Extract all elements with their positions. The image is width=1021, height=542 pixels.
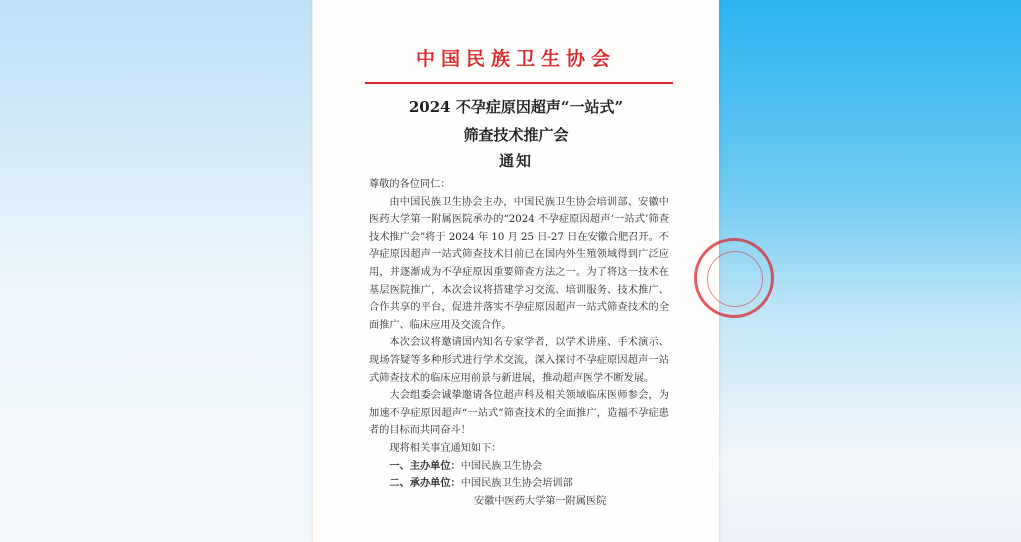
title-notice: 通知 [498, 152, 533, 170]
title-line-2: 筛查技术推广会 [463, 126, 569, 144]
title-line-1: 2024 不孕症原因超声“一站式” [408, 98, 624, 116]
notice-body [369, 176, 669, 510]
host-unit-label: 一、主办单位： [389, 459, 461, 472]
paragraph-1: 由中国民族卫生协会主办，中国民族卫生协会培训部、安徽中医药大学第一附属医院承办的“2024 不孕症原因超声‘一站式’筛查技术推广会”将于 2024 年 10 月 25 日-27 日在安徽合肥召开。不孕症原因超声一站式筛查技术目前已在国内外生殖领域得到广泛应用，并逐渐成为不孕症原因重要筛查方法之一。为了将这一技术在基层医院推广，本次会议将搭建学习交流、培训服务、技术推广、合作共享的平台，促进并落实不孕症原因超声一站式筛查技术的全面推广、临床应用及交流合作。 [369, 196, 669, 331]
organizer-unit-value: 中国民族卫生协会培训部 [460, 478, 573, 490]
organizer-unit-2: 安徽中医药大学第一附属医院 [474, 495, 607, 507]
header-divider [365, 82, 673, 84]
organizer-unit [369, 475, 669, 493]
document-page [313, 0, 719, 542]
paragraph-4: 现将相关事宜通知如下： [389, 442, 502, 454]
organizer-unit-label: 二、承办单位： [389, 477, 461, 490]
host-unit-value: 中国民族卫生协会 [460, 460, 543, 472]
paragraph-3: 大会组委会诚挚邀请各位超声科及相关领域临床医师参会，为加速不孕症原因超声“一站式”筛查技术的全面推广，造福不孕症患者的目标而共同奋斗！ [369, 390, 669, 437]
seal-inner-ring [707, 251, 763, 307]
background-left [0, 0, 312, 542]
org-header: 中国民族卫生协会 [415, 48, 616, 70]
paragraph-2: 本次会议将邀请国内知名专家学者，以学术讲座、手术演示、现场答疑等多种形式进行学术交流，深入探讨不孕症原因超声一站式筛查技术的临床应用前景与新进展，推动超声医学不断发展。 [369, 337, 669, 384]
host-unit [369, 458, 669, 476]
greeting: 尊敬的各位同仁： [369, 179, 451, 190]
red-seal-stamp [694, 238, 774, 318]
